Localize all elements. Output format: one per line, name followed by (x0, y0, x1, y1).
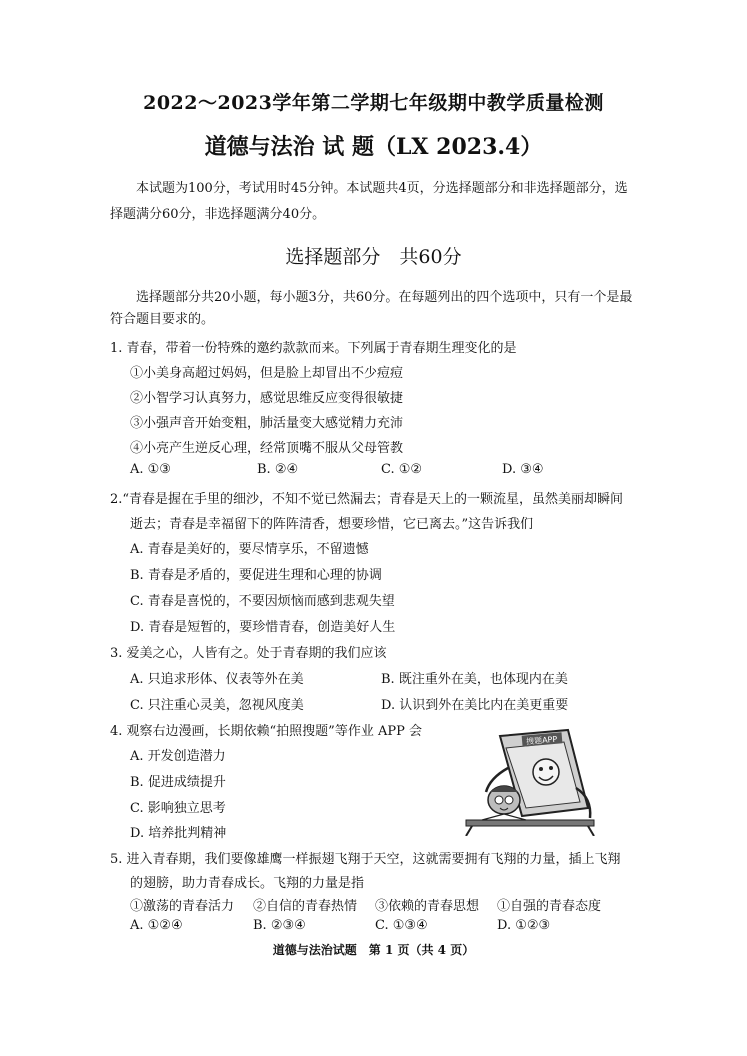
q2-choice-b: B. 青春是矛盾的，要促进生理和心理的协调 (130, 568, 382, 583)
q4-choice-b: B. 促进成绩提升 (130, 775, 226, 790)
exam-subtitle: 道德与法治 试 题（LX 2023.4） (204, 134, 543, 160)
homework-app-cartoon (460, 728, 600, 836)
page-footer: 道德与法治试题 第 1 页（共 4 页） (272, 943, 475, 957)
q1-item-3: ③小强声音开始变粗，肺活量变大感觉精力充沛 (130, 416, 404, 431)
section-instructions: 选择题部分共20小题，每小题3分，共60分。在每题列出的四个选项中，只有一个是最符合题目要求的。 (110, 290, 633, 327)
q3-stem: 3. 爱美之心，人皆有之。处于青春期的我们应该 (110, 646, 387, 661)
q5-choice-d: D. ①②③ (497, 918, 551, 933)
q5-item-1: ①激荡的青春活力 (130, 899, 235, 914)
q1-choice-c: C. ①② (381, 462, 423, 477)
q3-choice-d: D. 认识到外在美比内在美更重要 (381, 698, 569, 713)
q4-choice-d: D. 培养批判精神 (130, 826, 227, 841)
q1-item-1: ①小美身高超过妈妈，但是脸上却冒出不少痘痘 (130, 366, 404, 381)
q3-choice-b: B. 既注重外在美，也体现内在美 (381, 672, 568, 687)
q5-item-4: ①自强的青春态度 (497, 899, 602, 914)
q1-stem: 1. 青春，带着一份特殊的邀约款款而来。下列属于青春期生理变化的是 (110, 341, 517, 356)
q1-item-4: ④小亮产生逆反心理，经常顶嘴不服从父母管教 (130, 441, 404, 456)
q2-stem-line-2: 逝去；青春是幸福留下的阵阵清香，想要珍惜，它已离去。”这告诉我们 (130, 517, 534, 532)
q5-item-2: ②自信的青春热情 (253, 899, 358, 914)
q5-item-3: ③依赖的青春思想 (375, 899, 480, 914)
q2-choice-d: D. 青春是短暂的，要珍惜青春，创造美好人生 (130, 620, 396, 635)
q4-stem: 4. 观察右边漫画，长期依赖“拍照搜题”等作业 APP 会 (110, 724, 422, 739)
q2-stem-line-1: 2.“青春是握在手里的细沙，不知不觉已然漏去；青春是天上的一颗流星，虽然美丽却瞬间 (110, 492, 624, 507)
cartoon-app-label: 搜题APP (525, 734, 558, 747)
q5-stem-line-2: 的翅膀，助力青春成长。飞翔的力量是指 (130, 876, 365, 891)
q4-choice-c: C. 影响独立思考 (130, 801, 226, 816)
exam-intro: 本试题为100分，考试用时45分钟。本试题共4页，分选择题部分和非选择题部分，选择题满分60分，非选择题满分40分。 (110, 181, 628, 222)
exam-title: 2022～2023学年第二学期七年级期中教学质量检测 (143, 92, 604, 114)
q2-choice-a: A. 青春是美好的，要尽情享乐，不留遗憾 (130, 542, 369, 557)
q1-item-2: ②小智学习认真努力，感觉思维反应变得很敏捷 (130, 391, 404, 406)
q5-stem-line-1: 5. 进入青春期，我们要像雄鹰一样振翅飞翔于天空，这就需要拥有飞翔的力量，插上飞翔 (110, 852, 621, 867)
q5-choice-a: A. ①②④ (130, 918, 183, 933)
q4-choice-a: A. 开发创造潜力 (130, 749, 226, 764)
q3-choice-a: A. 只追求形体、仪表等外在美 (130, 672, 304, 687)
section-title: 选择题部分 共60分 (285, 246, 462, 268)
q1-choice-a: A. ①③ (130, 462, 171, 477)
q1-choice-b: B. ②④ (257, 462, 299, 477)
q1-choice-d: D. ③④ (502, 462, 544, 477)
q3-choice-c: C. 只注重心灵美，忽视风度美 (130, 698, 304, 713)
q5-choice-b: B. ②③④ (253, 918, 306, 933)
q2-choice-c: C. 青春是喜悦的，不要因烦恼而感到悲观失望 (130, 594, 395, 609)
q5-choice-c: C. ①③④ (375, 918, 428, 933)
